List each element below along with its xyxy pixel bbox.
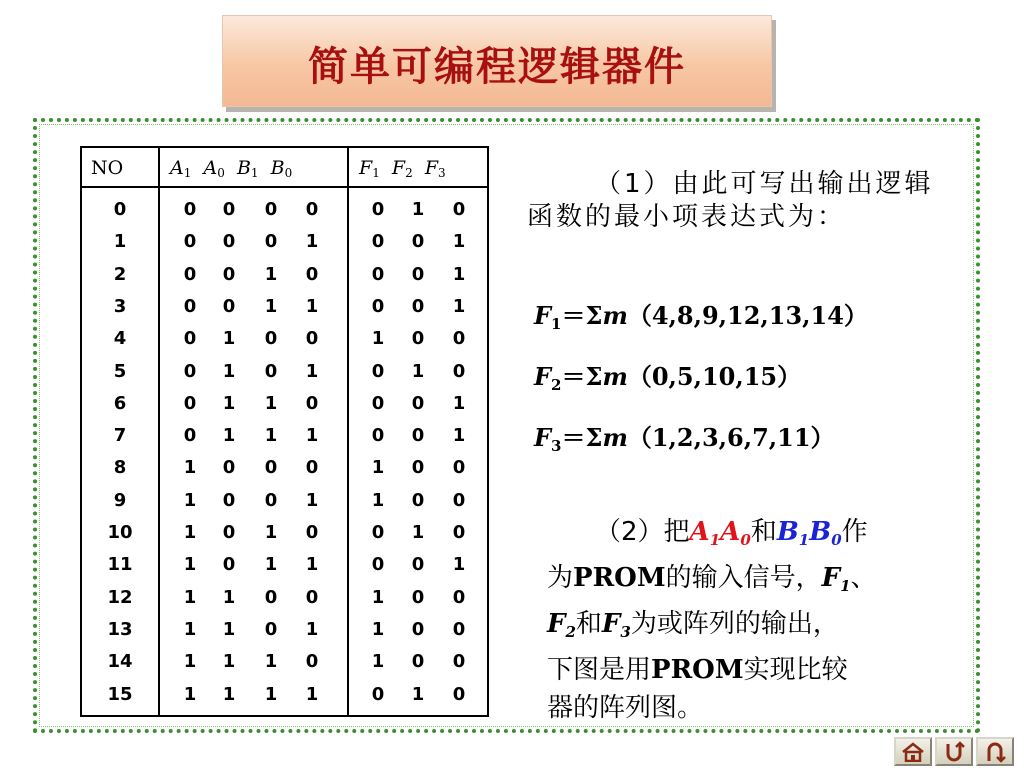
cell-no: 15 <box>107 683 133 705</box>
cell-f3: 1 <box>452 263 466 285</box>
cell-a1: 0 <box>183 360 197 382</box>
cell-a1: 0 <box>183 425 197 447</box>
home-button[interactable] <box>894 737 932 766</box>
cell-no: 8 <box>113 457 127 479</box>
table-row <box>82 388 487 420</box>
table-row <box>82 582 487 614</box>
title-banner <box>222 15 772 107</box>
cell-f2: 1 <box>411 360 425 382</box>
cell-f2: 0 <box>411 554 425 576</box>
cell-a0: 1 <box>222 392 236 414</box>
cell-b1: 0 <box>264 328 278 350</box>
cell-b1: 0 <box>264 618 278 640</box>
cell-a1: 0 <box>183 231 197 253</box>
cell-no: 14 <box>107 651 133 673</box>
table-row <box>82 259 487 291</box>
cell-b1: 1 <box>264 554 278 576</box>
cell-b1: 0 <box>264 199 278 220</box>
cell-a1: 1 <box>183 457 197 479</box>
cell-no: 11 <box>107 554 133 576</box>
page-title: 简单可编程逻辑器件 <box>308 44 686 90</box>
cell-no: 1 <box>113 231 127 253</box>
cell-a1: 0 <box>183 199 197 220</box>
cell-b0: 1 <box>305 360 319 382</box>
cell-a0: 0 <box>222 489 236 511</box>
cell-no: 4 <box>113 328 127 350</box>
cell-b1: 1 <box>264 522 278 543</box>
cell-f2: 0 <box>411 457 425 479</box>
cell-a0: 1 <box>222 618 236 640</box>
cell-no: 10 <box>107 522 133 543</box>
cell-no: 7 <box>113 425 127 447</box>
truth-table <box>80 146 489 717</box>
cell-f2: 1 <box>411 683 425 705</box>
formula-f3: $F_3=\Sigma m(1,2,3,6,7,11)$ <box>534 423 835 455</box>
cell-b1: 1 <box>264 683 278 705</box>
cell-b1: 1 <box>264 263 278 285</box>
cell-b0: 1 <box>305 489 319 511</box>
cell-f2: 0 <box>411 328 425 350</box>
cell-f1: 0 <box>371 425 385 447</box>
cell-b1: 0 <box>264 457 278 479</box>
table-row <box>82 420 487 452</box>
cell-f3: 0 <box>452 651 466 673</box>
cell-no: 12 <box>107 586 133 608</box>
cell-f3: 0 <box>452 618 466 640</box>
undo-icon <box>984 741 1006 763</box>
cell-a1: 0 <box>183 328 197 350</box>
cell-f2: 0 <box>411 586 425 608</box>
cell-a1: 1 <box>183 683 197 705</box>
cell-b0: 1 <box>305 683 319 705</box>
header-no: NO <box>91 157 124 179</box>
cell-f3: 1 <box>452 295 466 317</box>
cell-f3: 1 <box>452 392 466 414</box>
formula-f2: $F_2=\Sigma m(0,5,10,15)$ <box>534 362 802 394</box>
cell-a0: 1 <box>222 425 236 447</box>
cell-f1: 0 <box>371 231 385 253</box>
part1-text: （1）由此可写出输出逻辑函数的最小项表达式为： <box>527 169 934 232</box>
cell-a0: 1 <box>222 651 236 673</box>
cell-f2: 0 <box>411 618 425 640</box>
cell-f3: 1 <box>452 425 466 447</box>
cell-b1: 1 <box>264 651 278 673</box>
table-row <box>82 194 487 226</box>
cell-a0: 1 <box>222 328 236 350</box>
cell-b1: 0 <box>264 586 278 608</box>
cell-f1: 0 <box>371 199 385 220</box>
cell-f3: 1 <box>452 231 466 253</box>
cell-no: 2 <box>113 263 127 285</box>
cell-no: 13 <box>107 618 133 640</box>
cell-f2: 1 <box>411 522 425 543</box>
cell-f2: 0 <box>411 489 425 511</box>
cell-b1: 0 <box>264 231 278 253</box>
cell-b0: 0 <box>305 263 319 285</box>
cell-a0: 0 <box>222 263 236 285</box>
cell-f1: 1 <box>371 489 385 511</box>
cell-f3: 0 <box>452 457 466 479</box>
cell-b0: 0 <box>305 522 319 543</box>
cell-a1: 1 <box>183 618 197 640</box>
cell-no: 5 <box>113 360 127 382</box>
undo-button[interactable] <box>976 737 1014 766</box>
header-outputs: $F_1$ $F_2$ $F_3$ <box>359 157 446 180</box>
cell-b0: 0 <box>305 392 319 414</box>
cell-b1: 0 <box>264 360 278 382</box>
cell-f1: 1 <box>371 457 385 479</box>
cell-f1: 1 <box>371 618 385 640</box>
cell-f1: 1 <box>371 651 385 673</box>
cell-f2: 0 <box>411 295 425 317</box>
cell-f3: 0 <box>452 360 466 382</box>
cell-f1: 0 <box>371 522 385 543</box>
cell-f1: 0 <box>371 554 385 576</box>
cell-a0: 0 <box>222 231 236 253</box>
cell-a1: 1 <box>183 489 197 511</box>
cell-f1: 0 <box>371 295 385 317</box>
part2-text: （2）把$A_1A_0$和$B_1B_0$作 为PROM的输入信号，$F_1$、 $F_2$和$F_3$为或阵列的输出， 下图是用PROM实现比较 器的阵列图。 <box>547 517 877 723</box>
cell-f1: 0 <box>371 683 385 705</box>
cell-f1: 1 <box>371 586 385 608</box>
table-row <box>82 549 487 581</box>
cell-f2: 0 <box>411 425 425 447</box>
cell-a1: 0 <box>183 295 197 317</box>
return-button[interactable] <box>935 737 973 766</box>
table-row <box>82 356 487 388</box>
cell-no: 9 <box>113 489 127 511</box>
cell-a1: 0 <box>183 263 197 285</box>
cell-b0: 1 <box>305 618 319 640</box>
cell-b1: 1 <box>264 392 278 414</box>
header-inputs: $A_1$ $A_0$ $B_1$ $B_0$ <box>170 157 293 180</box>
cell-b1: 1 <box>264 295 278 317</box>
cell-a1: 0 <box>183 392 197 414</box>
cell-b1: 0 <box>264 489 278 511</box>
cell-b0: 0 <box>305 199 319 220</box>
cell-a1: 1 <box>183 651 197 673</box>
cell-f2: 0 <box>411 263 425 285</box>
cell-f1: 0 <box>371 392 385 414</box>
cell-a1: 1 <box>183 554 197 576</box>
table-row <box>82 517 487 549</box>
cell-f1: 1 <box>371 328 385 350</box>
cell-f3: 0 <box>452 489 466 511</box>
cell-a0: 1 <box>222 586 236 608</box>
navigation-bar <box>894 737 1018 768</box>
cell-no: 6 <box>113 392 127 414</box>
table-row <box>82 614 487 646</box>
cell-a0: 0 <box>222 295 236 317</box>
cell-b0: 0 <box>305 586 319 608</box>
cell-b0: 1 <box>305 295 319 317</box>
cell-a0: 0 <box>222 457 236 479</box>
cell-b1: 1 <box>264 425 278 447</box>
cell-a1: 1 <box>183 522 197 543</box>
cell-b0: 0 <box>305 651 319 673</box>
cell-b0: 1 <box>305 425 319 447</box>
cell-a0: 0 <box>222 199 236 220</box>
cell-f3: 0 <box>452 328 466 350</box>
table-row <box>82 485 487 517</box>
table-row <box>82 679 487 711</box>
cell-a0: 0 <box>222 554 236 576</box>
cell-f3: 1 <box>452 554 466 576</box>
table-row <box>82 323 487 355</box>
table-row <box>82 226 487 258</box>
cell-b0: 0 <box>305 457 319 479</box>
cell-a0: 0 <box>222 522 236 543</box>
cell-a0: 1 <box>222 360 236 382</box>
cell-b0: 1 <box>305 554 319 576</box>
cell-no: 0 <box>113 199 127 220</box>
cell-no: 3 <box>113 295 127 317</box>
home-icon <box>901 742 925 762</box>
cell-a1: 1 <box>183 586 197 608</box>
cell-f3: 0 <box>452 586 466 608</box>
table-row <box>82 291 487 323</box>
cell-f2: 0 <box>411 651 425 673</box>
cell-f1: 0 <box>371 360 385 382</box>
cell-b0: 0 <box>305 328 319 350</box>
formula-f1: $F_1=\Sigma m(4,8,9,12,13,14)$ <box>534 301 868 333</box>
cell-f2: 0 <box>411 392 425 414</box>
cell-f1: 0 <box>371 263 385 285</box>
cell-f3: 0 <box>452 199 466 220</box>
table-row <box>82 646 487 678</box>
cell-f3: 0 <box>452 683 466 705</box>
cell-a0: 1 <box>222 683 236 705</box>
table-row <box>82 452 487 484</box>
cell-b0: 1 <box>305 231 319 253</box>
cell-f2: 0 <box>411 231 425 253</box>
cell-f3: 0 <box>452 522 466 543</box>
cell-f2: 1 <box>411 199 425 220</box>
return-icon <box>943 741 965 763</box>
